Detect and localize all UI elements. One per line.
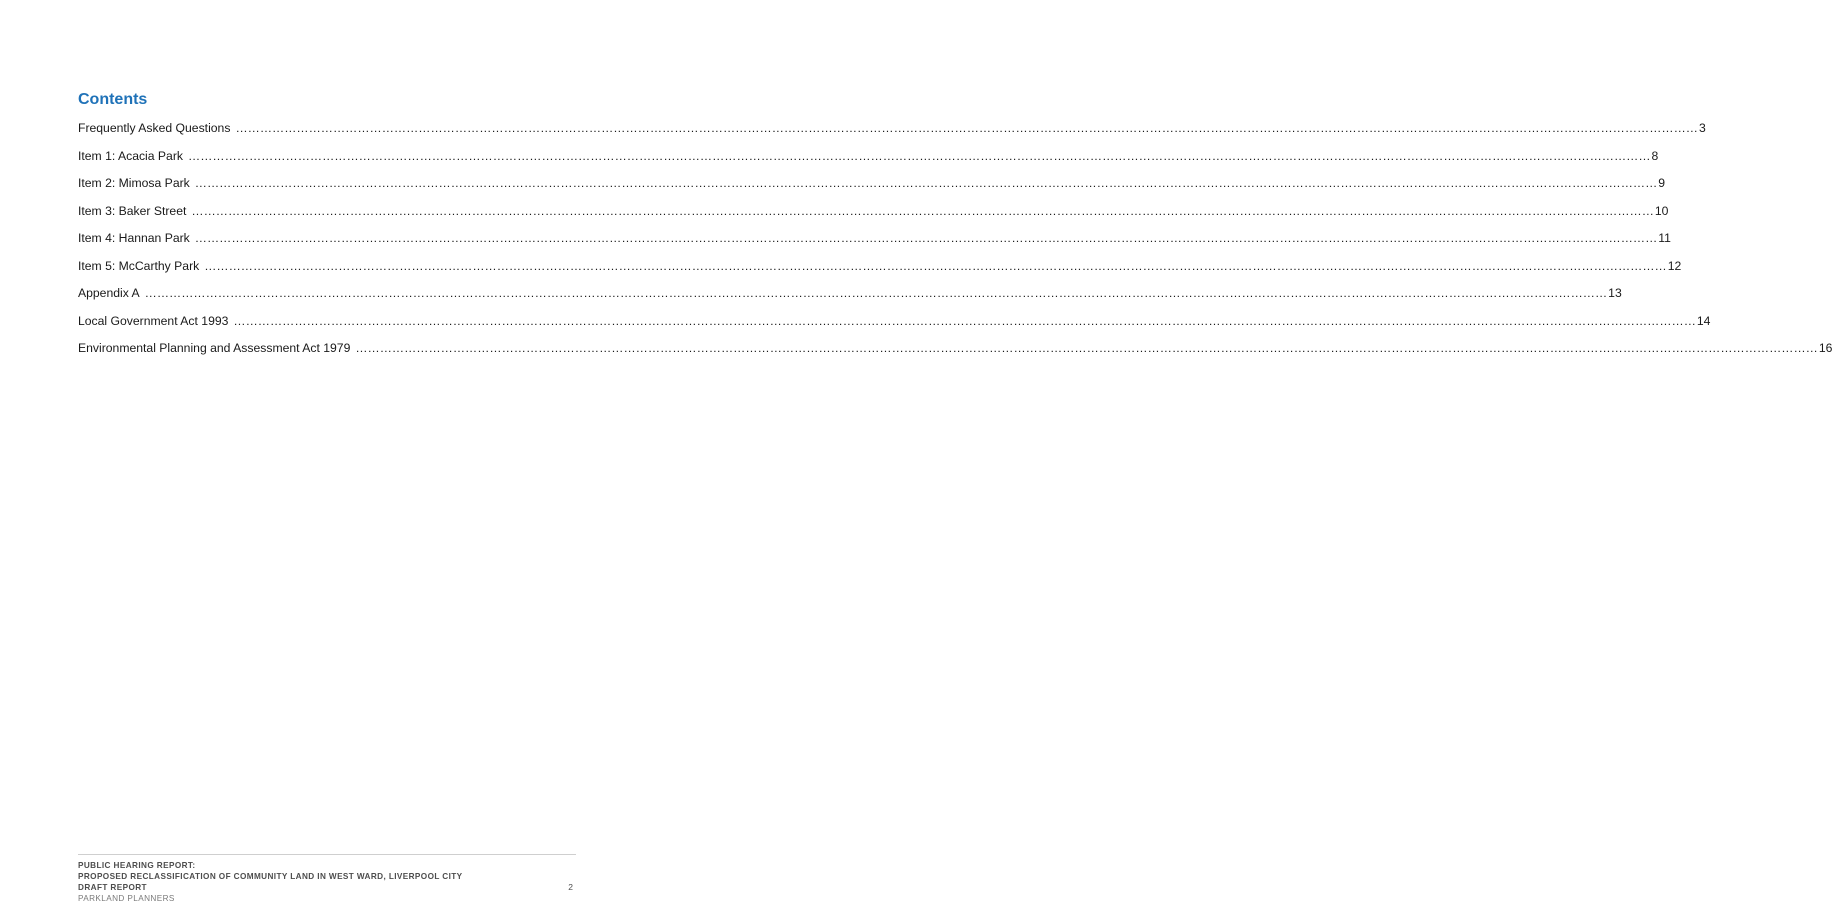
- toc-entry-title: Item 4: Hannan Park: [78, 231, 190, 245]
- toc-entry-page: 16: [1818, 341, 1832, 355]
- toc-entry-page: 8: [1651, 148, 1659, 163]
- toc-leader-dots: ………………………………………………………………………………………………………………………………………………………………………………………………………………………………………………………………………………………………………………………………: [194, 176, 1658, 190]
- footer-report-type: PUBLIC HEARING REPORT:: [78, 861, 196, 870]
- toc-entry-page: 3: [1698, 121, 1706, 135]
- toc-entry-page: 12: [1667, 258, 1682, 273]
- footer-author: PARKLAND PLANNERS: [78, 894, 175, 903]
- toc-entry[interactable]: [78, 148, 1659, 177]
- toc-entry[interactable]: [78, 176, 1666, 204]
- toc-entry-page: 11: [1658, 231, 1671, 245]
- contents-heading: Contents: [78, 91, 148, 108]
- toc-entry-title: Environmental Planning and Assessment Act 1979: [78, 341, 351, 355]
- toc-entry-page: 14: [1696, 313, 1711, 328]
- table-of-contents: [78, 121, 1832, 369]
- toc-entry[interactable]: [78, 313, 1711, 342]
- toc-leader-dots: ………………………………………………………………………………………………………………………………………………………………………………………………………………………………………………………………………………………………………………………………: [191, 203, 1654, 218]
- toc-entry[interactable]: [78, 203, 1669, 232]
- toc-entry-page: 13: [1608, 286, 1622, 300]
- toc-entry[interactable]: [78, 286, 1622, 314]
- toc-leader-dots: ………………………………………………………………………………………………………………………………………………………………………………………………………………………………………………………………………………………………………………………………: [235, 121, 1698, 135]
- toc-entry[interactable]: [78, 231, 1671, 259]
- toc-leader-dots: ………………………………………………………………………………………………………………………………………………………………………………………………………………………………………………………………………………………………………………………………: [188, 148, 1651, 163]
- page-number: 2: [568, 882, 573, 892]
- toc-entry-title: Item 2: Mimosa Park: [78, 176, 190, 190]
- toc-entry[interactable]: [78, 341, 1832, 369]
- toc-leader-dots: ………………………………………………………………………………………………………………………………………………………………………………………………………………………………………………………………………………………………………………………………: [355, 341, 1818, 355]
- toc-entry-title: Item 5: McCarthy Park: [78, 258, 200, 273]
- toc-entry-title: Item 1: Acacia Park: [78, 148, 183, 163]
- toc-leader-dots: ………………………………………………………………………………………………………………………………………………………………………………………………………………………………………………………………………………………………………………………………: [233, 313, 1696, 328]
- footer-divider: [78, 854, 576, 855]
- toc-leader-dots: ………………………………………………………………………………………………………………………………………………………………………………………………………………………………………………………………………………………………………………………………: [204, 258, 1667, 273]
- footer-report-status: DRAFT REPORT: [78, 883, 147, 892]
- toc-leader-dots: ………………………………………………………………………………………………………………………………………………………………………………………………………………………………………………………………………………………………………………………………: [194, 231, 1658, 245]
- toc-entry-page: 10: [1654, 203, 1669, 218]
- toc-entry-title: Item 3: Baker Street: [78, 203, 187, 218]
- toc-entry-title: Local Government Act 1993: [78, 313, 229, 328]
- toc-entry-title: Appendix A: [78, 286, 140, 300]
- toc-leader-dots: ………………………………………………………………………………………………………………………………………………………………………………………………………………………………………………………………………………………………………………………………: [144, 286, 1608, 300]
- toc-entry-page: 9: [1658, 176, 1666, 190]
- toc-entry[interactable]: [78, 121, 1706, 149]
- page-footer: [78, 860, 576, 904]
- toc-entry-title: Frequently Asked Questions: [78, 121, 231, 135]
- toc-entry[interactable]: [78, 258, 1682, 287]
- footer-report-title: PROPOSED RECLASSIFICATION OF COMMUNITY LAND IN WEST WARD, LIVERPOOL CITY: [78, 872, 463, 881]
